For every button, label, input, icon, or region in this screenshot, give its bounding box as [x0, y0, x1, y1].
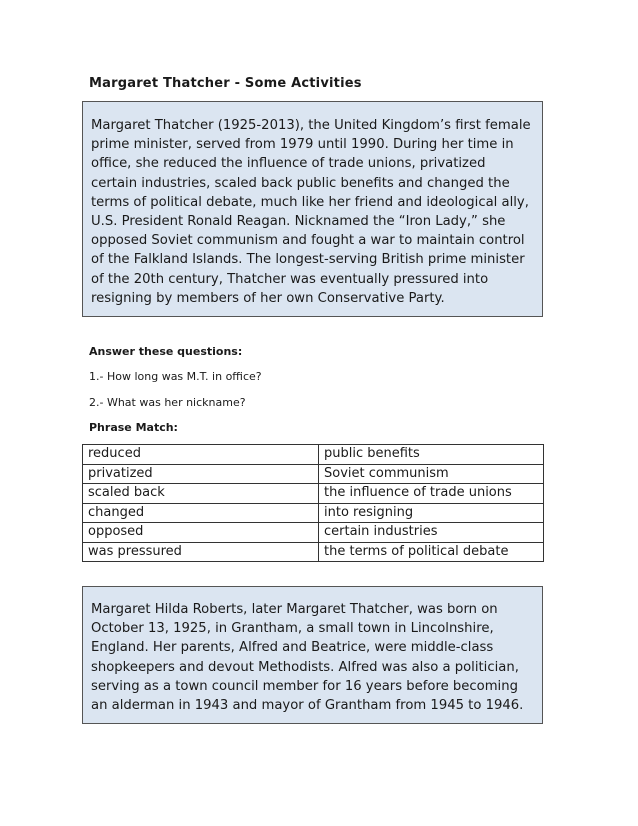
table-row: [83, 503, 544, 523]
intro-passage: Margaret Thatcher (1925-2013), the United Kingdom’s first female prime minister, served from 1979 until 1990. During her time in office, she reduced the influence of trade unions, privatized certain industries, scaled back public benefits and changed the terms of political debate, much like her friend and ideological ally, U.S. President Ronald Reagan. Nicknamed the “Iron Lady,” she opposed Soviet communism and fought a war to maintain control of the Falkland Islands. The longest-serving British prime minister of the 20th century, Thatcher was eventually pressured into resigning by members of her own Conservative Party.: [82, 101, 543, 317]
phrase-object: the influence of trade unions: [319, 484, 544, 504]
table-row: [83, 464, 544, 484]
phrase-verb: changed: [83, 503, 319, 523]
table-row: [83, 445, 544, 465]
phrase-object: the terms of political debate: [319, 542, 544, 562]
question-2: 2.- What was her nickname?: [89, 396, 246, 409]
table-row: [83, 523, 544, 543]
phrase-match-table: [82, 444, 544, 562]
phrase-verb: reduced: [83, 445, 319, 465]
phrase-object: into resigning: [319, 503, 544, 523]
biography-passage: Margaret Hilda Roberts, later Margaret Thatcher, was born on October 13, 1925, in Grantham, a small town in Lincolnshire, England. Her parents, Alfred and Beatrice, were middle-class shopkeepers and devout Methodists. Alfred was also a politician, serving as a town council member for 16 years before becoming an alderman in 1943 and mayor of Grantham from 1945 to 1946.: [82, 586, 543, 724]
phrase-verb: privatized: [83, 464, 319, 484]
table-row: [83, 484, 544, 504]
phrase-object: Soviet communism: [319, 464, 544, 484]
phrase-object: certain industries: [319, 523, 544, 543]
phrase-object: public benefits: [319, 445, 544, 465]
phrase-match-heading: Phrase Match:: [89, 421, 178, 434]
phrase-verb: was pressured: [83, 542, 319, 562]
page-title: Margaret Thatcher - Some Activities: [89, 76, 362, 91]
questions-heading: Answer these questions:: [89, 345, 243, 358]
phrase-verb: scaled back: [83, 484, 319, 504]
phrase-verb: opposed: [83, 523, 319, 543]
table-row: [83, 542, 544, 562]
question-1: 1.- How long was M.T. in office?: [89, 370, 262, 383]
